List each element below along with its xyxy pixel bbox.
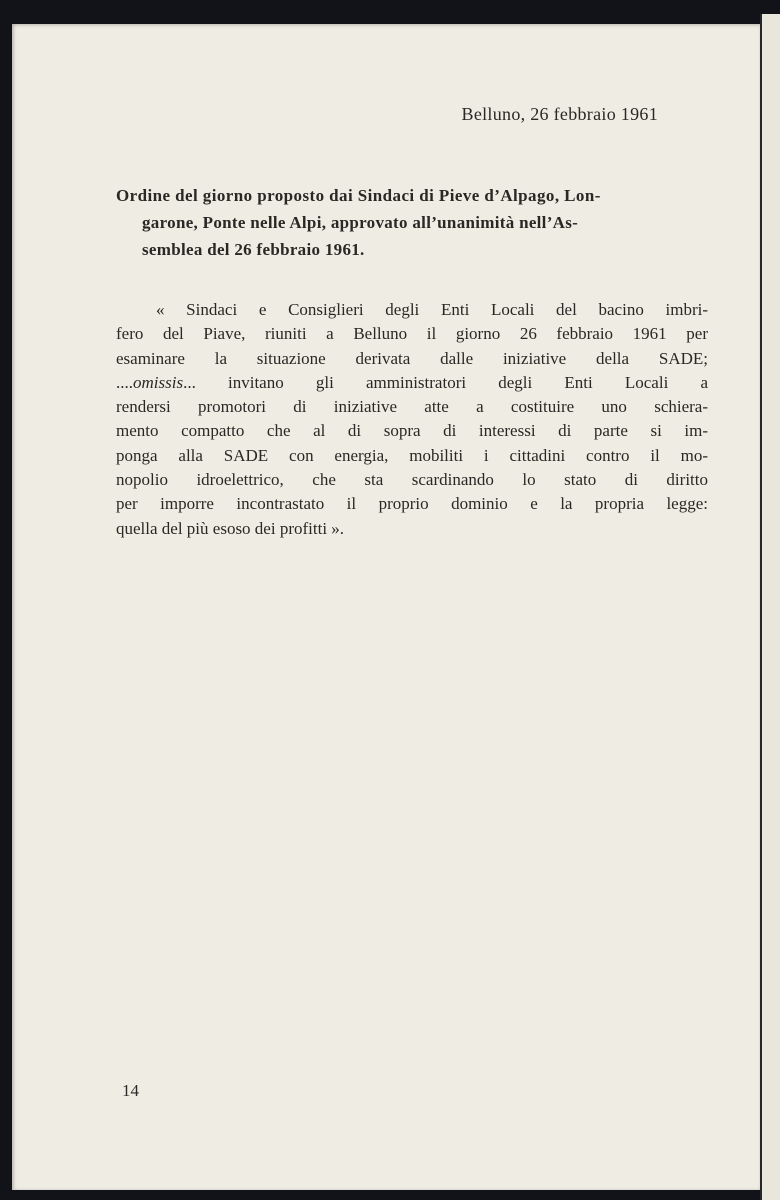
heading-line: garone, Ponte nelle Alpi, approvato all’unanimità nell’As-	[142, 213, 579, 232]
body-line-omissis	[116, 371, 708, 395]
body-line: per imporre incontrastato il proprio dominio e la propria legge:	[116, 494, 708, 514]
body-line: mento compatto che al di sopra di interessi di parte si im-	[116, 421, 708, 441]
page-number: 14	[122, 1081, 139, 1100]
body-line: ponga alla SADE con energia, mobiliti i cittadini contro il mo-	[116, 445, 708, 465]
body-line: fero del Piave, riuniti a Belluno il giorno 26 febbraio 1961 per	[116, 324, 708, 344]
resolution-text	[116, 298, 708, 541]
document-page	[12, 24, 760, 1190]
ellipsis: ...	[183, 372, 196, 392]
body-line: nopolio idroelettrico, che sta scardinando lo stato di diritto	[116, 470, 708, 490]
body-line: rendersi promotori di iniziative atte a costituire uno schiera-	[116, 397, 708, 417]
heading-line: semblea del 26 febbraio 1961.	[142, 240, 365, 259]
body-line: « Sindaci e Consiglieri degli Enti Locali del bacino imbri-	[156, 300, 708, 319]
omissis-word: omissis	[133, 372, 184, 392]
adjacent-page-edge	[762, 14, 780, 1200]
heading-line: Ordine del giorno proposto dai Sindaci di Pieve d’Alpago, Lon-	[116, 186, 601, 205]
body-line: invitano gli amministratori degli Enti Locali a	[228, 372, 709, 392]
ellipsis: ....	[116, 372, 133, 392]
body-line: esaminare la situazione derivata dalle iniziative della SADE;	[116, 348, 708, 368]
body-line: quella del più esoso dei profitti ».	[116, 518, 345, 538]
dateline: Belluno, 26 febbraio 1961	[461, 104, 658, 124]
document-heading	[116, 182, 700, 263]
